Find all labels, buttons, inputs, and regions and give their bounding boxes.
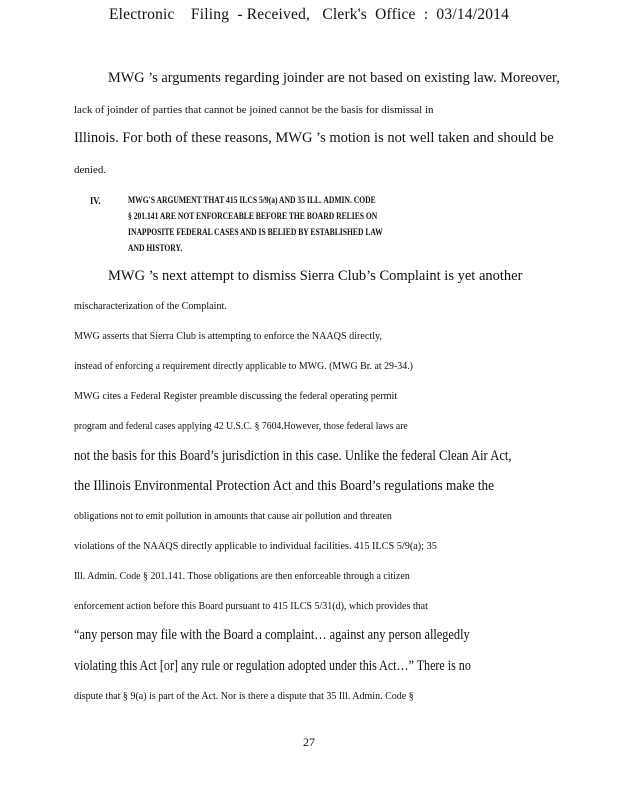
paragraph-line: denied. (74, 164, 107, 176)
paragraph-line: MWG cites a Federal Register preamble discussing the federal operating permit (74, 390, 398, 402)
paragraph-line: dispute that § 9(a) is part of the Act. Nor is there a dispute that 35 Ill. Admin. Code § (74, 690, 414, 702)
paragraph-line: enforcement action before this Board pursuant to 415 ILCS 5/31(d), which provides that (74, 600, 428, 612)
section-numeral: IV. (90, 196, 101, 207)
paragraph-line: obligations not to emit pollution in amounts that cause air pollution and threaten (74, 510, 392, 522)
paragraph-line: MWG ’s next attempt to dismiss Sierra Club’s Complaint is yet another (108, 268, 523, 284)
section-heading-line: MWG'S ARGUMENT THAT 415 ILCS 5/9(a) AND 35 ILL. ADMIN. CODE (128, 196, 376, 206)
page-number: 27 (303, 735, 315, 749)
paragraph-line: the Illinois Environmental Protection Act and this Board’s regulations make the (74, 478, 494, 494)
section-heading-line: § 201.141 ARE NOT ENFORCEABLE BEFORE THE BOARD RELIES ON (128, 212, 378, 222)
section-heading-line: AND HISTORY. (128, 244, 183, 254)
paragraph-line: “any person may file with the Board a complaint… against any person allegedly (74, 627, 470, 643)
paragraph-line: not the basis for this Board’s jurisdiction in this case. Unlike the federal Clean Air Act, (74, 448, 512, 464)
paragraph-line: program and federal cases applying 42 U.S.C. § 7604.However, those federal laws are (74, 420, 408, 432)
paragraph-line: instead of enforcing a requirement directly applicable to MWG. (MWG Br. at 29-34.) (74, 360, 413, 372)
paragraph-line: Illinois. For both of these reasons, MWG ’s motion is not well taken and should be (74, 130, 554, 146)
paragraph-line: lack of joinder of parties that cannot be joined cannot be the basis for dismissal in (74, 104, 434, 116)
paragraph-line: MWG ’s arguments regarding joinder are not based on existing law. Moreover, (108, 70, 560, 86)
paragraph-line: mischaracterization of the Complaint. (74, 300, 227, 312)
paragraph-line: violating this Act [or] any rule or regulation adopted under this Act…” There is no (74, 658, 471, 674)
filing-header: Electronic Filing - Received, Clerk's Office : 03/14/2014 (108, 6, 510, 23)
section-heading-line: INAPPOSITE FEDERAL CASES AND IS BELIED BY ESTABLISHED LAW (128, 228, 383, 238)
paragraph-line: Ill. Admin. Code § 201.141. Those obligations are then enforceable through a citizen (74, 570, 410, 582)
paragraph-line: MWG asserts that Sierra Club is attempting to enforce the NAAQS directly, (74, 330, 382, 342)
paragraph-line: violations of the NAAQS directly applicable to individual facilities. 415 ILCS 5/9(a); 35 (74, 540, 437, 552)
